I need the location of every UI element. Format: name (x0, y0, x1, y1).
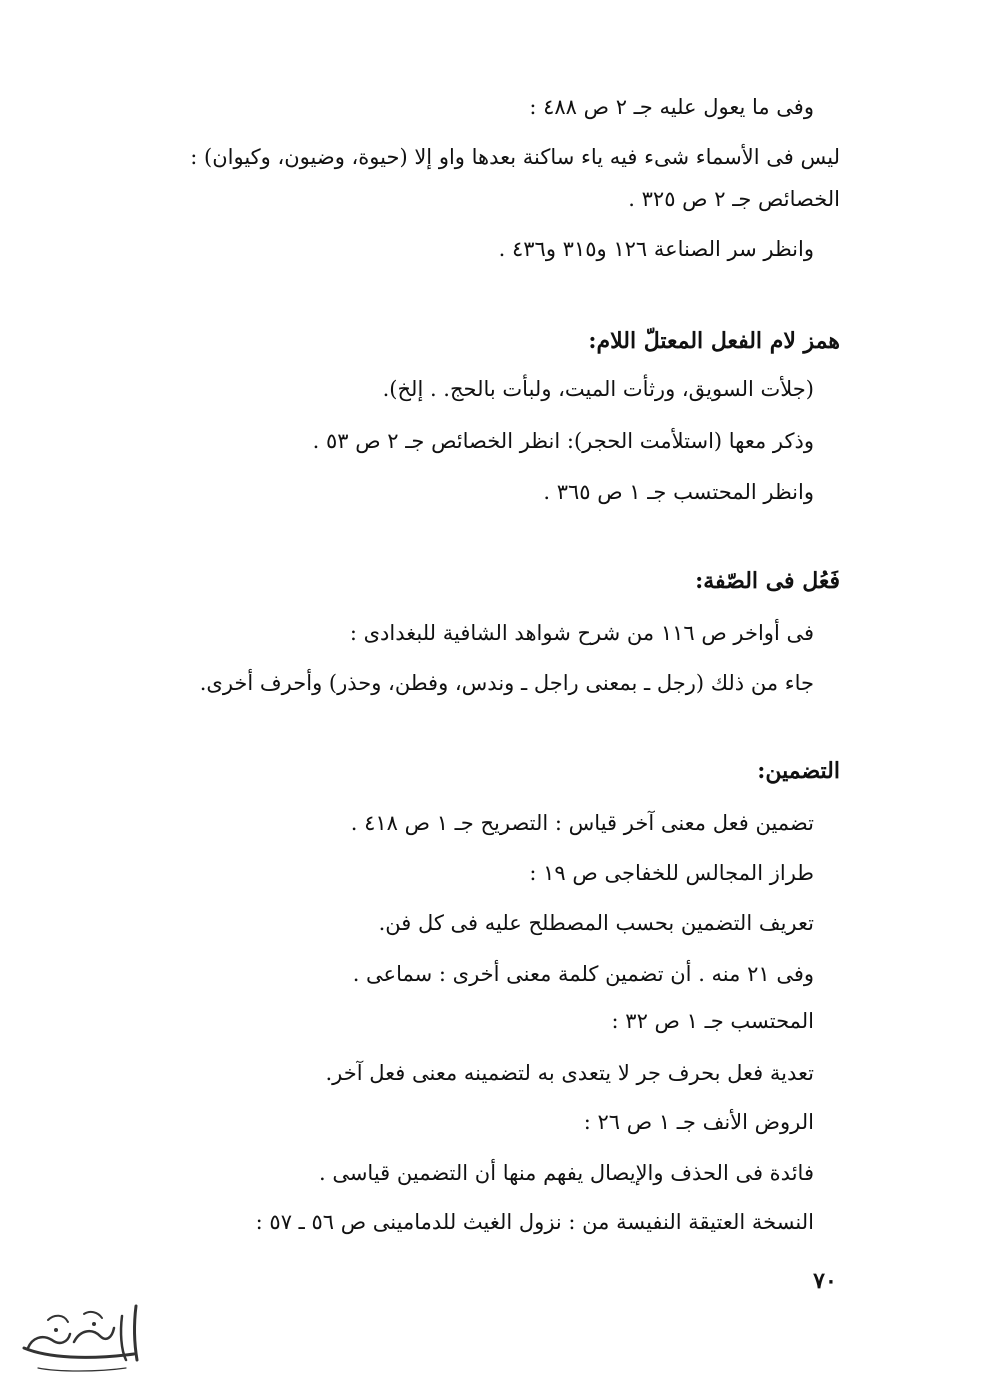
text-line: المحتسب جـ ١ ص ٣٢ : (611, 1009, 814, 1033)
text-line: الروض الأنف جـ ١ ص ٢٦ : (583, 1110, 814, 1134)
section-heading: همز لام الفعل المعتلّ اللام: (588, 328, 840, 354)
text-line: وانظر سر الصناعة ١٢٦ و٣١٥ و٤٣٦ . (498, 237, 814, 261)
text-line: تضمين فعل معنى آخر قياس : التصريح جـ ١ ص ٤١٨ . (350, 811, 814, 835)
text-line: وانظر المحتسب جـ ١ ص ٣٦٥ . (543, 480, 814, 504)
text-line: ليس فى الأسماء شىء فيه ياء ساكنة بعدها واو إلا (حيوة، وضيون، وكيوان) : (190, 145, 840, 169)
text-line: النسخة العتيقة النفيسة من : نزول الغيث للدمامينى ص ٥٦ ـ ٥٧ : (255, 1210, 814, 1234)
section-heading: التضمين: (757, 758, 840, 784)
text-line: تعريف التضمين بحسب المصطلح عليه فى كل فن. (378, 911, 814, 935)
text-line: فائدة فى الحذف والإيصال يفهم منها أن التضمين قياسى . (318, 1161, 814, 1185)
text-line: جاء من ذلك (رجل ـ بمعنى راجل ـ وندس، وفطن، وحذر) وأحرف أخرى. (199, 671, 814, 695)
section-heading: فَعُل فى الصّفة: (695, 568, 840, 594)
text-line: طراز المجالس للخفاجى ص ١٩ : (529, 861, 814, 885)
text-line: تعدية فعل بحرف جر لا يتعدى به لتضمينه معنى فعل آخر. (325, 1061, 814, 1085)
calligraphy-logo (8, 1298, 148, 1376)
page-number: ٧٠ (813, 1268, 837, 1294)
text-line: (جلأت السويق، ورثأت الميت، ولبأت بالحج. . إلخ). (382, 377, 814, 401)
text-line: وفى ما يعول عليه جـ ٢ ص ٤٨٨ : (529, 95, 814, 119)
text-line: وفى ٢١ منه . أن تضمين كلمة معنى أخرى : سماعى . (352, 962, 814, 986)
text-line: وذكر معها (استلأمت الحجر): انظر الخصائص جـ ٢ ص ٥٣ . (312, 429, 814, 453)
text-line: الخصائص جـ ٢ ص ٣٢٥ . (628, 187, 840, 211)
text-line: فى أواخر ص ١١٦ من شرح شواهد الشافية للبغدادى : (349, 621, 814, 645)
